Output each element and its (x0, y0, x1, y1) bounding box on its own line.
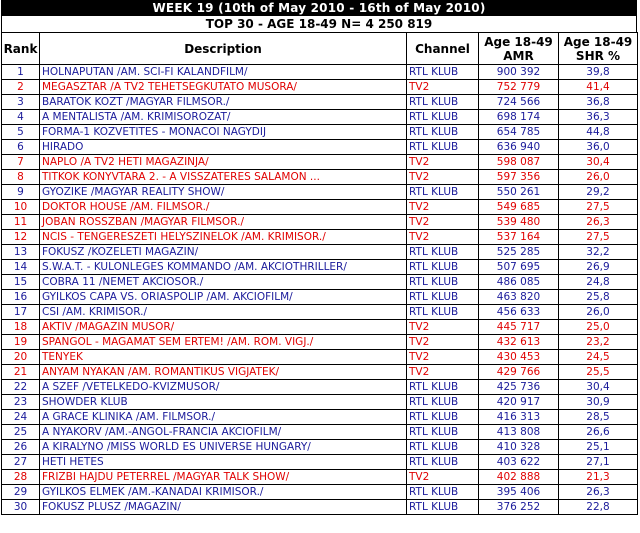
channel-cell: RTL KLUB (407, 110, 479, 125)
description-cell: TITKOK KONYVTARA 2. - A VISSZATERES SALAMON ... (40, 170, 407, 185)
rank-cell: 10 (2, 200, 40, 215)
rank-cell: 23 (2, 395, 40, 410)
shr-cell: 41,4 (559, 80, 638, 95)
channel-cell: RTL KLUB (407, 125, 479, 140)
rank-cell: 2 (2, 80, 40, 95)
description-cell: HETI HETES (40, 455, 407, 470)
description-cell: A KIRALYNO /MISS WORLD ES UNIVERSE HUNGARY/ (40, 440, 407, 455)
amr-cell: 636 940 (479, 140, 559, 155)
channel-cell: RTL KLUB (407, 395, 479, 410)
description-cell: GYILKOS ELMEK /AM.-KANADAI KRIMISOR./ (40, 485, 407, 500)
shr-cell: 25,0 (559, 320, 638, 335)
table-row (2, 455, 638, 470)
table-row (2, 155, 638, 170)
shr-cell: 27,5 (559, 200, 638, 215)
shr-cell: 27,1 (559, 455, 638, 470)
rank-cell: 27 (2, 455, 40, 470)
description-cell: FOKUSZ /KOZELETI MAGAZIN/ (40, 245, 407, 260)
description-cell: DOKTOR HOUSE /AM. FILMSOR./ (40, 200, 407, 215)
channel-cell: RTL KLUB (407, 500, 479, 515)
column-header-shr (559, 33, 638, 65)
amr-cell: 549 685 (479, 200, 559, 215)
description-cell: A MENTALISTA /AM. KRIMISOROZAT/ (40, 110, 407, 125)
amr-cell: 598 087 (479, 155, 559, 170)
shr-cell: 24,5 (559, 350, 638, 365)
table-row (2, 425, 638, 440)
channel-cell: RTL KLUB (407, 185, 479, 200)
amr-header-line1: Age 18-49 (484, 34, 553, 49)
amr-cell: 420 917 (479, 395, 559, 410)
table-row (2, 275, 638, 290)
shr-cell: 29,2 (559, 185, 638, 200)
rank-cell: 14 (2, 260, 40, 275)
shr-cell: 21,3 (559, 470, 638, 485)
shr-cell: 30,4 (559, 380, 638, 395)
shr-cell: 27,5 (559, 230, 638, 245)
table-row (2, 170, 638, 185)
rank-cell: 8 (2, 170, 40, 185)
shr-cell: 26,3 (559, 215, 638, 230)
ratings-table (1, 32, 638, 515)
amr-cell: 430 453 (479, 350, 559, 365)
description-cell: FOKUSZ PLUSZ /MAGAZIN/ (40, 500, 407, 515)
channel-cell: RTL KLUB (407, 425, 479, 440)
table-row (2, 395, 638, 410)
channel-cell: TV2 (407, 365, 479, 380)
rank-cell: 24 (2, 410, 40, 425)
amr-cell: 429 766 (479, 365, 559, 380)
rank-cell: 12 (2, 230, 40, 245)
channel-cell: TV2 (407, 470, 479, 485)
table-row (2, 440, 638, 455)
table-row (2, 320, 638, 335)
description-cell: HIRADO (40, 140, 407, 155)
shr-header-line1: Age 18-49 (563, 34, 633, 49)
rank-cell: 1 (2, 65, 40, 80)
amr-cell: 456 633 (479, 305, 559, 320)
table-row (2, 380, 638, 395)
rank-cell: 18 (2, 320, 40, 335)
shr-header-line2: SHR % (575, 48, 621, 63)
channel-cell: RTL KLUB (407, 260, 479, 275)
rank-cell: 15 (2, 275, 40, 290)
table-row (2, 365, 638, 380)
table-row (2, 485, 638, 500)
shr-cell: 36,0 (559, 140, 638, 155)
description-cell: GYOZIKE /MAGYAR REALITY SHOW/ (40, 185, 407, 200)
channel-cell: TV2 (407, 320, 479, 335)
description-cell: HOLNAPUTAN /AM. SCI-FI KALANDFILM/ (40, 65, 407, 80)
table-row (2, 260, 638, 275)
amr-cell: 698 174 (479, 110, 559, 125)
description-cell: A NYAKORV /AM.-ANGOL-FRANCIA AKCIOFILM/ (40, 425, 407, 440)
description-cell: TENYEK (40, 350, 407, 365)
table-row (2, 125, 638, 140)
rank-cell: 29 (2, 485, 40, 500)
table-row (2, 65, 638, 80)
shr-cell: 36,3 (559, 110, 638, 125)
table-row (2, 80, 638, 95)
amr-cell: 724 566 (479, 95, 559, 110)
shr-cell: 26,0 (559, 170, 638, 185)
channel-cell: TV2 (407, 155, 479, 170)
channel-cell: RTL KLUB (407, 140, 479, 155)
description-cell: MEGASZTAR /A TV2 TEHETSEGKUTATO MUSORA/ (40, 80, 407, 95)
amr-cell: 507 695 (479, 260, 559, 275)
description-cell: CSI /AM. KRIMISOR./ (40, 305, 407, 320)
rank-cell: 3 (2, 95, 40, 110)
amr-cell: 550 261 (479, 185, 559, 200)
amr-cell: 425 736 (479, 380, 559, 395)
channel-cell: TV2 (407, 200, 479, 215)
channel-cell: RTL KLUB (407, 65, 479, 80)
amr-cell: 752 779 (479, 80, 559, 95)
rank-cell: 19 (2, 335, 40, 350)
rank-cell: 11 (2, 215, 40, 230)
rank-cell: 28 (2, 470, 40, 485)
week-title: WEEK 19 (10th of May 2010 - 16th of May 2010) (1, 0, 637, 16)
rank-cell: 7 (2, 155, 40, 170)
amr-cell: 410 328 (479, 440, 559, 455)
table-row (2, 335, 638, 350)
table-header-row (2, 33, 638, 65)
channel-cell: RTL KLUB (407, 95, 479, 110)
top30-subtitle: TOP 30 - AGE 18-49 N= 4 250 819 (1, 16, 637, 32)
shr-cell: 24,8 (559, 275, 638, 290)
amr-cell: 402 888 (479, 470, 559, 485)
description-cell: SPANGOL - MAGAMAT SEM ERTEM! /AM. ROM. VIGJ./ (40, 335, 407, 350)
table-row (2, 305, 638, 320)
amr-cell: 445 717 (479, 320, 559, 335)
column-header-description: Description (40, 33, 407, 65)
amr-cell: 537 164 (479, 230, 559, 245)
shr-cell: 26,3 (559, 485, 638, 500)
rank-cell: 4 (2, 110, 40, 125)
rank-cell: 17 (2, 305, 40, 320)
shr-cell: 25,8 (559, 290, 638, 305)
amr-cell: 597 356 (479, 170, 559, 185)
channel-cell: RTL KLUB (407, 485, 479, 500)
description-cell: FORMA-1 KOZVETITES - MONACOI NAGYDIJ (40, 125, 407, 140)
table-row (2, 185, 638, 200)
amr-cell: 413 808 (479, 425, 559, 440)
rank-cell: 25 (2, 425, 40, 440)
table-row (2, 470, 638, 485)
amr-cell: 525 285 (479, 245, 559, 260)
description-cell: NAPLO /A TV2 HETI MAGAZINJA/ (40, 155, 407, 170)
rank-cell: 20 (2, 350, 40, 365)
channel-cell: RTL KLUB (407, 410, 479, 425)
rank-cell: 6 (2, 140, 40, 155)
amr-cell: 463 820 (479, 290, 559, 305)
table-row (2, 200, 638, 215)
shr-cell: 28,5 (559, 410, 638, 425)
channel-cell: TV2 (407, 335, 479, 350)
amr-cell: 900 392 (479, 65, 559, 80)
table-row (2, 215, 638, 230)
rank-cell: 16 (2, 290, 40, 305)
channel-cell: RTL KLUB (407, 290, 479, 305)
table-row (2, 110, 638, 125)
rank-cell: 21 (2, 365, 40, 380)
table-row (2, 290, 638, 305)
description-cell: A SZEF /VETELKEDO-KVIZMUSOR/ (40, 380, 407, 395)
rank-cell: 30 (2, 500, 40, 515)
description-cell: AKTIV /MAGAZIN MUSOR/ (40, 320, 407, 335)
shr-cell: 22,8 (559, 500, 638, 515)
channel-cell: RTL KLUB (407, 440, 479, 455)
channel-cell: RTL KLUB (407, 245, 479, 260)
description-cell: FRIZBI HAJDU PETERREL /MAGYAR TALK SHOW/ (40, 470, 407, 485)
channel-cell: TV2 (407, 350, 479, 365)
shr-cell: 26,0 (559, 305, 638, 320)
amr-cell: 654 785 (479, 125, 559, 140)
description-cell: COBRA 11 /NEMET AKCIOSOR./ (40, 275, 407, 290)
ratings-sheet (1, 0, 637, 515)
amr-cell: 395 406 (479, 485, 559, 500)
shr-cell: 26,9 (559, 260, 638, 275)
rank-cell: 26 (2, 440, 40, 455)
shr-cell: 30,9 (559, 395, 638, 410)
shr-cell: 23,2 (559, 335, 638, 350)
channel-cell: TV2 (407, 80, 479, 95)
description-cell: JOBAN ROSSZBAN /MAGYAR FILMSOR./ (40, 215, 407, 230)
shr-cell: 26,6 (559, 425, 638, 440)
shr-cell: 39,8 (559, 65, 638, 80)
description-cell: A GRACE KLINIKA /AM. FILMSOR./ (40, 410, 407, 425)
description-cell: BARATOK KOZT /MAGYAR FILMSOR./ (40, 95, 407, 110)
amr-header-line2: AMR (503, 48, 534, 63)
shr-cell: 25,5 (559, 365, 638, 380)
channel-cell: TV2 (407, 230, 479, 245)
rank-cell: 5 (2, 125, 40, 140)
channel-cell: RTL KLUB (407, 455, 479, 470)
amr-cell: 432 613 (479, 335, 559, 350)
amr-cell: 403 622 (479, 455, 559, 470)
shr-cell: 36,8 (559, 95, 638, 110)
channel-cell: TV2 (407, 215, 479, 230)
description-cell: SHOWDER KLUB (40, 395, 407, 410)
column-header-rank: Rank (2, 33, 40, 65)
column-header-channel: Channel (407, 33, 479, 65)
channel-cell: RTL KLUB (407, 275, 479, 290)
shr-cell: 30,4 (559, 155, 638, 170)
shr-cell: 25,1 (559, 440, 638, 455)
rank-cell: 13 (2, 245, 40, 260)
table-row (2, 245, 638, 260)
table-body (2, 65, 638, 515)
table-row (2, 500, 638, 515)
table-row (2, 350, 638, 365)
description-cell: S.W.A.T. - KULONLEGES KOMMANDO /AM. AKCIOTHRILLER/ (40, 260, 407, 275)
description-cell: ANYAM NYAKAN /AM. ROMANTIKUS VIGJATEK/ (40, 365, 407, 380)
channel-cell: RTL KLUB (407, 305, 479, 320)
description-cell: GYILKOS CAPA VS. ORIASPOLIP /AM. AKCIOFILM/ (40, 290, 407, 305)
rank-cell: 22 (2, 380, 40, 395)
table-row (2, 230, 638, 245)
rank-cell: 9 (2, 185, 40, 200)
channel-cell: TV2 (407, 170, 479, 185)
description-cell: NCIS - TENGERESZETI HELYSZINELOK /AM. KRIMISOR./ (40, 230, 407, 245)
amr-cell: 376 252 (479, 500, 559, 515)
shr-cell: 32,2 (559, 245, 638, 260)
amr-cell: 416 313 (479, 410, 559, 425)
amr-cell: 486 085 (479, 275, 559, 290)
table-row (2, 140, 638, 155)
table-row (2, 410, 638, 425)
column-header-amr (479, 33, 559, 65)
channel-cell: RTL KLUB (407, 380, 479, 395)
table-row (2, 95, 638, 110)
amr-cell: 539 480 (479, 215, 559, 230)
shr-cell: 44,8 (559, 125, 638, 140)
